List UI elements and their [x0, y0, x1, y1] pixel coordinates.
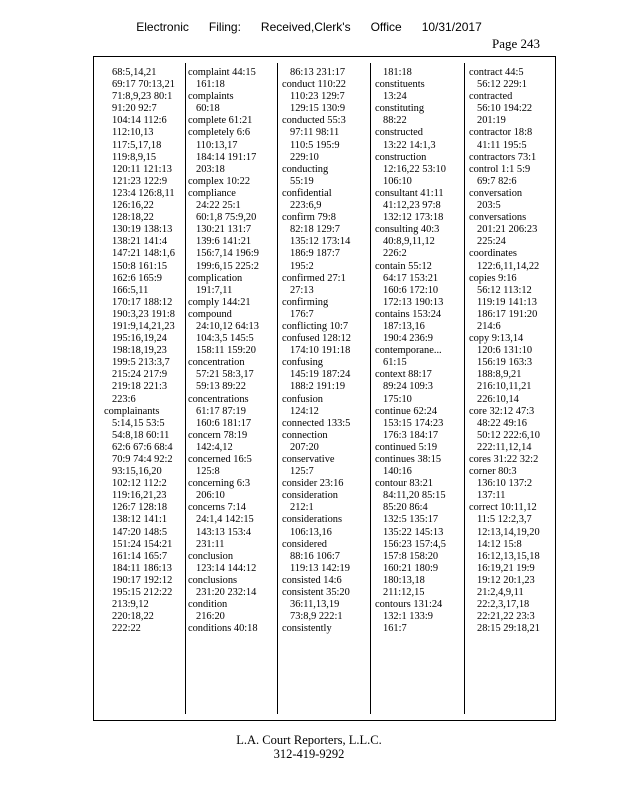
index-reference: 186:17 191:20 — [477, 308, 538, 320]
index-term: confusing — [282, 357, 323, 369]
index-reference: 84:11,20 85:15 — [383, 490, 446, 502]
index-reference: 104:3,5 145:5 — [196, 333, 254, 345]
index-reference: 132:5 135:17 — [383, 514, 439, 526]
index-reference: 27:13 — [290, 284, 314, 296]
index-reference: 199:6,15 225:2 — [196, 260, 259, 272]
index-reference: 60:1,8 75:9,20 — [196, 212, 257, 224]
index-reference: 5:14,15 53:5 — [112, 417, 165, 429]
index-reference: 135:22 145:13 — [383, 526, 444, 538]
index-term: concern 78:19 — [188, 429, 248, 441]
index-reference: 211:12,15 — [383, 587, 425, 599]
index-term: concentration — [188, 357, 245, 369]
index-term: corner 80:3 — [469, 466, 517, 478]
index-reference: 13:24 — [383, 91, 407, 103]
index-reference: 158:11 159:20 — [196, 345, 256, 357]
index-reference: 48:22 49:16 — [477, 417, 527, 429]
index-reference: 132:12 173:18 — [383, 212, 444, 224]
index-reference: 24:10,12 64:13 — [196, 320, 259, 332]
index-term: concerned 16:5 — [188, 454, 252, 465]
index-reference: 160:21 180:9 — [383, 562, 439, 574]
index-reference: 119:13 142:19 — [290, 562, 350, 574]
index-reference: 201:21 206:23 — [477, 224, 538, 236]
index-term: contractors 73:1 — [469, 151, 537, 163]
index-term: conditions 40:18 — [188, 623, 258, 635]
index-reference: 184:14 191:17 — [196, 151, 257, 163]
index-term: conclusions — [188, 574, 238, 586]
index-reference: 136:10 137:2 — [477, 478, 533, 490]
index-reference: 142:4,12 — [196, 441, 233, 453]
index-term: compliance — [188, 187, 236, 199]
index-reference: 13:22 14:1,3 — [383, 139, 436, 151]
index-reference: 125:7 — [290, 466, 314, 478]
index-reference: 97:11 98:11 — [290, 127, 340, 139]
index-reference: 120:6 131:10 — [477, 345, 533, 357]
index-term: connected 133:5 — [282, 417, 351, 429]
index-reference: 123:4 126:8,11 — [112, 187, 175, 199]
index-reference: 126:7 128:18 — [112, 502, 168, 514]
index-reference: 117:5,17,18 — [112, 139, 162, 151]
index-reference: 50:12 222:6,10 — [477, 429, 540, 441]
index-reference: 195:15 212:22 — [112, 587, 173, 599]
index-reference: 123:14 144:12 — [196, 562, 257, 574]
index-reference: 156:7,14 196:9 — [196, 248, 259, 260]
page-footer — [0, 733, 618, 761]
index-term: control 1:1 5:9 — [469, 163, 531, 175]
index-reference: 222:22 — [112, 623, 141, 635]
index-reference: 216:20 — [196, 611, 225, 623]
index-reference: 215:24 217:9 — [112, 369, 168, 381]
index-reference: 160:6 181:17 — [196, 417, 252, 429]
index-term: confusion — [282, 393, 323, 405]
index-reference: 22:2,3,17,18 — [477, 599, 530, 611]
index-reference: 130:19 138:13 — [112, 224, 173, 236]
index-reference: 122:6,11,14,22 — [477, 260, 540, 272]
index-term: confused 128:12 — [282, 333, 351, 345]
index-reference: 129:15 130:9 — [290, 103, 346, 115]
index-reference: 24:22 25:1 — [196, 200, 241, 212]
index-term: confirmed 27:1 — [282, 272, 346, 284]
index-reference: 156:23 157:4,5 — [383, 538, 446, 550]
index-term: consider 23:16 — [282, 478, 344, 490]
index-reference: 40:8,9,11,12 — [383, 236, 435, 248]
index-reference: 86:13 231:17 — [290, 67, 346, 78]
index-reference: 153:15 174:23 — [383, 417, 444, 429]
header-part: Filing: — [208, 20, 241, 34]
index-term: contours 131:24 — [375, 599, 443, 611]
index-reference: 195:16,19,24 — [112, 333, 167, 345]
index-term: coordinates — [469, 248, 517, 260]
index-reference: 125:8 — [196, 466, 220, 478]
header-part: Office — [370, 20, 402, 34]
index-reference: 219:18 221:3 — [112, 381, 168, 393]
index-reference: 82:18 129:7 — [290, 224, 340, 236]
column-divider — [185, 63, 186, 714]
column-divider — [464, 63, 465, 714]
index-reference: 62:6 67:6 68:4 — [112, 441, 173, 453]
index-term: constructed — [375, 127, 423, 139]
index-reference: 223:6,9 — [290, 200, 322, 212]
index-term: connection — [282, 429, 328, 441]
index-reference: 145:19 187:24 — [290, 369, 351, 381]
index-reference: 207:20 — [290, 441, 319, 453]
index-column-5 — [469, 67, 551, 635]
index-term: consisted 14:6 — [282, 574, 342, 586]
index-term: concerns 7:14 — [188, 502, 246, 514]
index-reference: 130:21 131:7 — [196, 224, 252, 236]
index-reference: 231:11 — [196, 538, 225, 550]
column-divider — [277, 63, 278, 714]
page-number: Page 243 — [492, 36, 541, 51]
index-reference: 60:18 — [196, 103, 220, 115]
index-term: contemporane... — [375, 345, 442, 357]
index-reference: 56:12 113:12 — [477, 284, 532, 296]
index-term: condition — [188, 599, 228, 611]
index-reference: 203:18 — [196, 163, 225, 175]
index-reference: 56:12 229:1 — [477, 79, 527, 91]
index-reference: 24:1,4 142:15 — [196, 514, 254, 526]
index-reference: 112:10,13 — [112, 127, 154, 139]
index-reference: 223:6 — [112, 393, 136, 405]
index-reference: 162:6 165:9 — [112, 272, 162, 284]
index-term: consistent 35:20 — [282, 587, 350, 599]
index-term: copy 9:13,14 — [469, 333, 524, 345]
index-reference: 59:13 89:22 — [196, 381, 246, 393]
index-reference: 212:1 — [290, 502, 314, 514]
index-reference: 216:10,11,21 — [477, 381, 532, 393]
index-reference: 93:15,16,20 — [112, 466, 162, 478]
index-term: confirm 79:8 — [282, 212, 336, 224]
index-reference: 191:9,14,21,23 — [112, 320, 175, 332]
index-reference: 139:6 141:21 — [196, 236, 252, 248]
index-reference: 151:24 154:21 — [112, 538, 173, 550]
index-term: concerning 6:3 — [188, 478, 251, 490]
index-reference: 198:18,19,23 — [112, 345, 167, 357]
index-reference: 143:13 153:4 — [196, 526, 252, 538]
index-reference: 61:17 87:19 — [196, 405, 246, 417]
index-reference: 140:16 — [383, 466, 412, 478]
index-reference: 73:8,9 222:1 — [290, 611, 343, 623]
index-reference: 71:8,9,23 80:1 — [112, 91, 173, 103]
index-reference: 166:5,11 — [112, 284, 149, 296]
index-column-4 — [375, 67, 457, 635]
index-reference: 176:3 184:17 — [383, 429, 439, 441]
index-term: conducting — [282, 163, 329, 175]
index-term: considered — [282, 538, 328, 550]
header-part: Received,Clerk's — [260, 20, 351, 34]
index-reference: 186:9 187:7 — [290, 248, 340, 260]
index-term: continued 5:19 — [375, 441, 438, 453]
index-reference: 89:24 109:3 — [383, 381, 433, 393]
index-reference: 191:7,11 — [196, 284, 233, 296]
index-reference: 195:2 — [290, 260, 314, 272]
index-reference: 126:16,22 — [112, 200, 154, 212]
index-reference: 11:5 12:2,3,7 — [477, 514, 532, 526]
index-term: concentrations — [188, 393, 249, 405]
reporter-phone: 312-419-9292 — [273, 747, 345, 761]
index-reference: 184:11 186:13 — [112, 562, 172, 574]
index-term: conversations — [469, 212, 527, 224]
index-reference: 41:11 195:5 — [477, 139, 527, 151]
index-term: continues 38:15 — [375, 454, 442, 465]
index-reference: 226:2 — [383, 248, 407, 260]
index-term: completely 6:6 — [188, 127, 251, 139]
index-reference: 190:17 192:12 — [112, 574, 173, 586]
index-reference: 88:16 106:7 — [290, 550, 340, 562]
index-reference: 69:7 82:6 — [477, 175, 517, 187]
index-term: consistently — [282, 623, 332, 635]
index-term: conflicting 10:7 — [282, 320, 349, 332]
index-reference: 57:21 58:3,17 — [196, 369, 254, 381]
index-reference: 22:21,22 23:3 — [477, 611, 535, 623]
index-reference: 104:14 112:6 — [112, 115, 167, 127]
index-reference: 190:4 236:9 — [383, 333, 433, 345]
index-column-1 — [104, 67, 186, 635]
index-reference: 12:13,14,19,20 — [477, 526, 540, 538]
index-term: consulting 40:3 — [375, 224, 440, 236]
index-reference: 213:9,12 — [112, 599, 149, 611]
index-term: conducted 55:3 — [282, 115, 346, 127]
index-reference: 161:7 — [383, 623, 407, 635]
column-divider — [370, 63, 371, 714]
index-term: contractor 18:8 — [469, 127, 533, 139]
index-reference: 203:5 — [477, 200, 501, 212]
index-reference: 110:5 195:9 — [290, 139, 340, 151]
index-reference: 137:11 — [477, 490, 506, 502]
index-reference: 119:16,21,23 — [112, 490, 167, 502]
index-reference: 64:17 153:21 — [383, 272, 439, 284]
index-reference: 119:8,9,15 — [112, 151, 157, 163]
index-reference: 70:9 74:4 92:2 — [112, 454, 173, 465]
index-reference: 110:23 129:7 — [290, 91, 345, 103]
index-term: correct 10:11,12 — [469, 502, 537, 514]
header-part: 10/31/2017 — [421, 20, 482, 34]
index-reference: 170:17 188:12 — [112, 296, 173, 308]
index-term: conduct 110:22 — [282, 79, 346, 91]
index-reference: 138:12 141:1 — [112, 514, 168, 526]
index-term: conclusion — [188, 550, 234, 562]
index-reference: 220:18,22 — [112, 611, 154, 623]
index-reference: 16:19,21 19:9 — [477, 562, 535, 574]
index-reference: 61:15 — [383, 357, 407, 369]
index-term: conservative — [282, 454, 335, 465]
index-term: complex 10:22 — [188, 175, 251, 187]
index-reference: 161:18 — [196, 79, 225, 91]
index-term: contract 44:5 — [469, 67, 524, 78]
index-term: compound — [188, 308, 232, 320]
index-reference: 199:5 213:3,7 — [112, 357, 170, 369]
index-term: comply 144:21 — [188, 296, 251, 308]
filing-header — [0, 20, 618, 34]
index-reference: 121:23 122:9 — [112, 175, 168, 187]
index-reference: 138:21 141:4 — [112, 236, 168, 248]
index-frame — [93, 56, 556, 721]
index-term: context 88:17 — [375, 369, 432, 381]
index-reference: 206:10 — [196, 490, 225, 502]
index-reference: 181:18 — [383, 67, 412, 78]
index-reference: 106:13,16 — [290, 526, 332, 538]
index-term: contains 153:24 — [375, 308, 442, 320]
index-reference: 41:12,23 97:8 — [383, 200, 441, 212]
index-reference: 135:12 173:14 — [290, 236, 351, 248]
index-term: copies 9:16 — [469, 272, 517, 284]
index-reference: 14:12 15:8 — [477, 538, 522, 550]
index-reference: 55:19 — [290, 175, 314, 187]
index-reference: 36:11,13,19 — [290, 599, 340, 611]
index-reference: 157:8 158:20 — [383, 550, 439, 562]
index-reference: 102:12 112:2 — [112, 478, 167, 490]
index-term: constituting — [375, 103, 425, 115]
index-reference: 225:24 — [477, 236, 506, 248]
index-reference: 231:20 232:14 — [196, 587, 257, 599]
index-reference: 160:6 172:10 — [383, 284, 439, 296]
index-reference: 119:19 141:13 — [477, 296, 537, 308]
index-term: contour 83:21 — [375, 478, 434, 490]
index-term: cores 31:22 32:2 — [469, 454, 539, 465]
index-reference: 88:22 — [383, 115, 407, 127]
index-reference: 54:8,18 60:11 — [112, 429, 170, 441]
index-term: continue 62:24 — [375, 405, 438, 417]
index-reference: 68:5,14,21 — [112, 67, 157, 78]
index-reference: 21:2,4,9,11 — [477, 587, 524, 599]
index-term: contracted — [469, 91, 513, 103]
index-reference: 19:12 20:1,23 — [477, 574, 535, 586]
index-reference: 124:12 — [290, 405, 319, 417]
index-reference: 16:12,13,15,18 — [477, 550, 540, 562]
index-term: complication — [188, 272, 243, 284]
index-reference: 180:13,18 — [383, 574, 425, 586]
index-reference: 28:15 29:18,21 — [477, 623, 540, 635]
index-term: core 32:12 47:3 — [469, 405, 535, 417]
index-reference: 214:6 — [477, 320, 501, 332]
header-part: Electronic — [136, 20, 189, 34]
index-reference: 120:11 121:13 — [112, 163, 172, 175]
index-reference: 176:7 — [290, 308, 314, 320]
index-reference: 132:1 133:9 — [383, 611, 433, 623]
index-reference: 188:2 191:19 — [290, 381, 346, 393]
index-reference: 85:20 86:4 — [383, 502, 428, 514]
index-column-3 — [282, 67, 364, 635]
index-term: confirming — [282, 296, 329, 308]
index-reference: 91:20 92:7 — [112, 103, 157, 115]
index-term: complete 61:21 — [188, 115, 253, 127]
index-reference: 110:13,17 — [196, 139, 238, 151]
index-reference: 190:3,23 191:8 — [112, 308, 175, 320]
index-term: construction — [375, 151, 427, 163]
index-reference: 188:8,9,21 — [477, 369, 522, 381]
index-reference: 56:10 194:22 — [477, 103, 533, 115]
index-reference: 172:13 190:13 — [383, 296, 444, 308]
index-reference: 128:18,22 — [112, 212, 154, 224]
index-term: constituents — [375, 79, 425, 91]
index-reference: 226:10,14 — [477, 393, 519, 405]
index-reference: 187:13,16 — [383, 320, 425, 332]
index-reference: 147:21 148:1,6 — [112, 248, 175, 260]
index-term: conversation — [469, 187, 523, 199]
index-term: complaints — [188, 91, 234, 103]
index-reference: 12:16,22 53:10 — [383, 163, 446, 175]
index-term: confidential — [282, 187, 332, 199]
index-term: consideration — [282, 490, 338, 502]
index-term: contain 55:12 — [375, 260, 432, 272]
index-reference: 229:10 — [290, 151, 319, 163]
index-reference: 147:20 148:5 — [112, 526, 168, 538]
index-reference: 106:10 — [383, 175, 412, 187]
index-term: consultant 41:11 — [375, 187, 444, 199]
index-term: considerations — [282, 514, 343, 526]
index-reference: 201:19 — [477, 115, 506, 127]
index-reference: 175:10 — [383, 393, 412, 405]
index-reference: 161:14 165:7 — [112, 550, 168, 562]
reporter-name: L.A. Court Reporters, L.L.C. — [236, 733, 382, 747]
index-term: complainants — [104, 405, 160, 417]
index-reference: 156:19 163:3 — [477, 357, 533, 369]
index-column-2 — [188, 67, 270, 635]
index-reference: 174:10 191:18 — [290, 345, 351, 357]
index-reference: 222:11,12,14 — [477, 441, 532, 453]
index-term: complaint 44:15 — [188, 67, 256, 78]
index-reference: 69:17 70:13,21 — [112, 79, 175, 91]
index-reference: 150:8 161:15 — [112, 260, 168, 272]
